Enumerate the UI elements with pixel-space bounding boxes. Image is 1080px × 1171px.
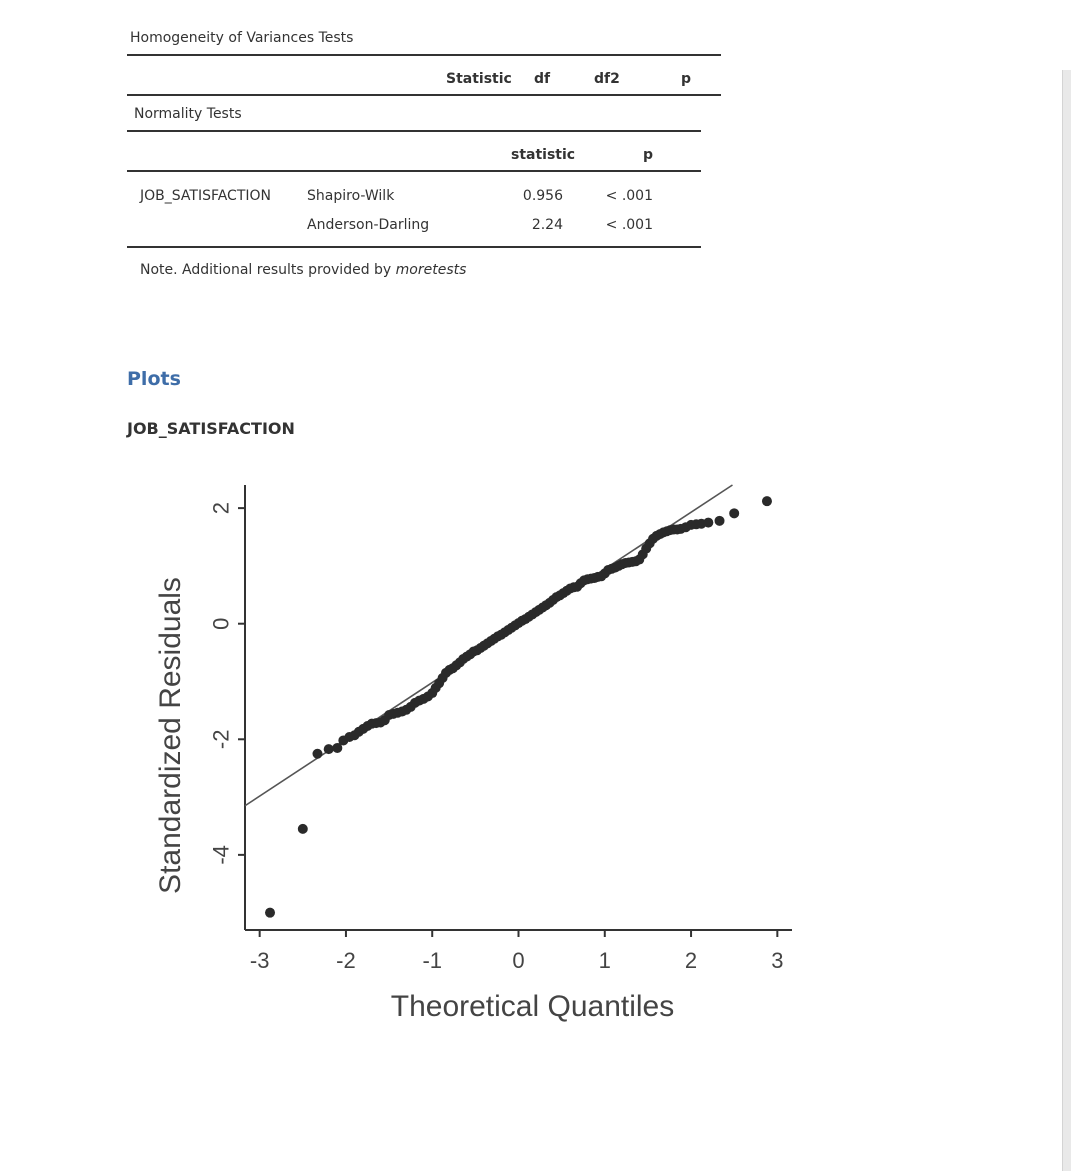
x-tick-label: 0 [512, 948, 525, 973]
data-point [703, 518, 713, 528]
data-point [265, 908, 275, 918]
x-tick-label: 1 [598, 948, 611, 973]
data-point [715, 516, 725, 526]
x-axis-title: Theoretical Quantiles [390, 990, 675, 1023]
y-tick-label: -4 [208, 845, 234, 865]
normality-bottom-rule [127, 246, 701, 248]
data-point [729, 508, 739, 518]
normality-test-name: Shapiro-Wilk [307, 188, 395, 204]
x-tick-label: 2 [684, 948, 698, 973]
homogeneity-table-title: Homogeneity of Variances Tests [130, 30, 354, 46]
normality-p-value: < .001 [605, 188, 653, 204]
normality-statistic-value: 0.956 [522, 188, 563, 204]
normality-test-name: Anderson-Darling [307, 217, 430, 233]
normality-col-p: p [643, 147, 654, 163]
table-note-emphasis: moretests [395, 262, 467, 278]
normality-col-statistic: statistic [511, 147, 576, 163]
homogeneity-col-df2: df2 [594, 71, 620, 87]
data-point [324, 744, 334, 754]
y-tick-label: 2 [208, 501, 234, 515]
data-point [762, 496, 772, 506]
vertical-scrollbar[interactable] [1062, 70, 1071, 1171]
y-tick-label: -2 [208, 729, 234, 750]
y-axis-title: Standardized Residuals [154, 577, 187, 894]
homogeneity-header-rule [127, 94, 721, 96]
normality-statistic-value: 2.24 [531, 217, 563, 233]
table-note [140, 262, 466, 278]
x-tick-label: -3 [249, 948, 270, 973]
x-tick-label: -2 [336, 948, 356, 973]
normality-variable-cell: JOB_SATISFACTION [140, 188, 272, 204]
x-tick-label: 3 [771, 948, 784, 973]
qq-plot [140, 470, 820, 1040]
homogeneity-col-statistic: Statistic [446, 71, 512, 87]
plot-title: JOB_SATISFACTION [127, 419, 295, 438]
normality-header-rule [127, 170, 701, 172]
normality-table-title: Normality Tests [134, 106, 242, 122]
x-tick-label: -1 [422, 948, 443, 973]
plots-section-heading: Plots [127, 368, 181, 390]
normality-top-rule [127, 130, 701, 132]
normality-p-value: < .001 [605, 217, 653, 233]
table-note-text: Note. Additional results provided by [140, 262, 396, 278]
homogeneity-col-df: df [534, 71, 551, 87]
homogeneity-top-rule [127, 54, 721, 56]
data-point [298, 824, 308, 834]
y-tick-label: 0 [208, 617, 234, 630]
homogeneity-col-p: p [681, 71, 692, 87]
data-point [312, 749, 322, 759]
